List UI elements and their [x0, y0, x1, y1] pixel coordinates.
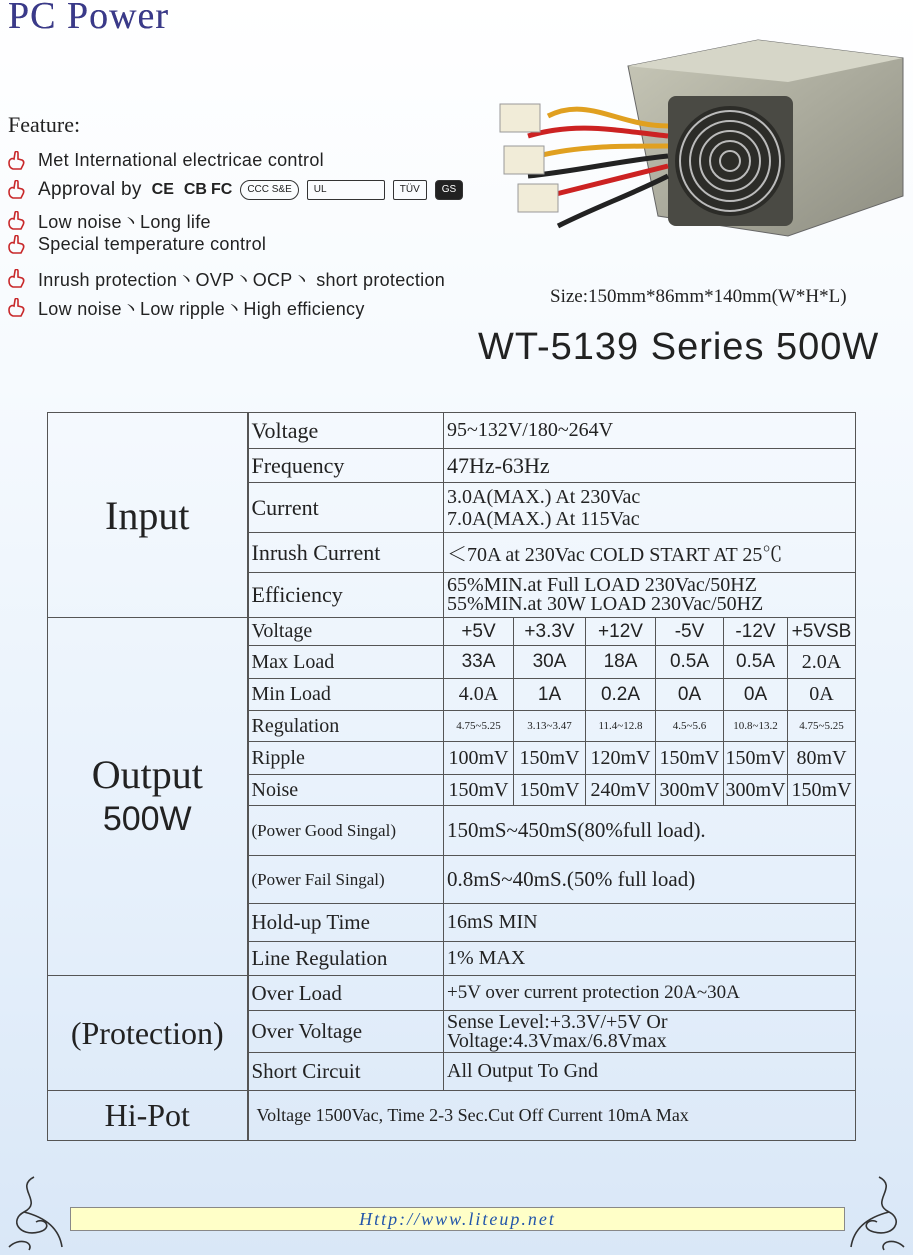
voltage-cell: -5V — [656, 618, 724, 646]
regulation-cell: 4.75~5.25 — [788, 711, 856, 742]
feature-item — [6, 179, 463, 201]
left-ornament-icon — [4, 1172, 64, 1252]
ripple-cell: 100mV — [444, 742, 514, 775]
feature-text: Low noise丶Low ripple丶High efficiency — [38, 299, 365, 319]
noise-cell: 300mV — [724, 775, 788, 806]
row-value: 16mS MIN — [444, 904, 856, 942]
row-label: Ripple — [248, 742, 444, 775]
table-row — [48, 976, 856, 1011]
row-label: Min Load — [248, 679, 444, 711]
row-value — [444, 1011, 856, 1053]
cb-logo: CB — [183, 181, 207, 198]
feature-text: Met International electricae control — [38, 150, 324, 170]
value-line: Sense Level:+3.3V/+5V Or — [447, 1010, 668, 1033]
output-group-label — [48, 618, 248, 976]
voltage-cell: +3.3V — [514, 618, 586, 646]
max-load-cell: 2.0A — [788, 646, 856, 679]
row-label: Hold-up Time — [248, 904, 444, 942]
min-load-cell: 4.0A — [444, 679, 514, 711]
row-label: Short Circuit — [248, 1053, 444, 1091]
row-label: Over Load — [248, 976, 444, 1011]
row-label: Max Load — [248, 646, 444, 679]
max-load-cell: 33A — [444, 646, 514, 679]
row-value: 47Hz-63Hz — [444, 449, 856, 483]
page-title: PC Power — [8, 0, 169, 38]
row-value: 1% MAX — [444, 942, 856, 976]
website-link[interactable]: Http://www.liteup.net — [70, 1207, 845, 1231]
pointing-hand-icon — [6, 235, 26, 255]
row-label: Line Regulation — [248, 942, 444, 976]
voltage-cell: +5V — [444, 618, 514, 646]
noise-cell: 150mV — [788, 775, 856, 806]
noise-cell: 150mV — [444, 775, 514, 806]
power-supply-image — [498, 36, 910, 244]
row-label: Inrush Current — [248, 533, 444, 573]
min-load-cell: 0A — [788, 679, 856, 711]
row-value — [444, 483, 856, 533]
ripple-cell: 150mV — [724, 742, 788, 775]
row-value: 95~132V/180~264V — [444, 413, 856, 449]
size-spec: Size:150mm*86mm*140mm(W*H*L) — [550, 286, 847, 307]
row-value: All Output To Gnd — [444, 1053, 856, 1091]
gs-logo: GS — [435, 180, 463, 200]
row-label: Efficiency — [248, 573, 444, 618]
voltage-cell: +5VSB — [788, 618, 856, 646]
ripple-cell: 120mV — [586, 742, 656, 775]
feature-text: Special temperature control — [38, 234, 267, 254]
voltage-cell: -12V — [724, 618, 788, 646]
voltage-cell: +12V — [586, 618, 656, 646]
value-line: 55%MIN.at 30W LOAD 230Vac/50HZ — [447, 593, 764, 615]
pointing-hand-icon — [6, 298, 26, 318]
row-value: +5V over current protection 20A~30A — [444, 976, 856, 1011]
max-load-cell: 30A — [514, 646, 586, 679]
pointing-hand-icon — [6, 211, 26, 231]
noise-cell: 240mV — [586, 775, 656, 806]
feature-text: Low noise丶Long life — [38, 212, 211, 232]
min-load-cell: 0A — [656, 679, 724, 711]
row-value — [444, 573, 856, 618]
input-group-label: Input — [48, 413, 248, 618]
noise-cell: 150mV — [514, 775, 586, 806]
row-value: 0.8mS~40mS.(50% full load) — [444, 856, 856, 904]
row-label: Voltage — [248, 618, 444, 646]
value-line: Voltage:4.3Vmax/6.8Vmax — [447, 1029, 667, 1052]
feature-text: Approval by — [38, 179, 142, 200]
feature-text: Inrush protection丶OVP丶OCP丶 short protection — [38, 270, 446, 290]
ripple-cell: 150mV — [514, 742, 586, 775]
right-ornament-icon — [849, 1172, 909, 1252]
protection-group-label: (Protection) — [48, 976, 248, 1091]
max-load-cell: 0.5A — [724, 646, 788, 679]
feature-item — [6, 266, 445, 292]
ccc-logo: CCC S&E — [240, 180, 298, 200]
hipot-group-label: Hi-Pot — [48, 1091, 248, 1141]
min-load-cell: 0.2A — [586, 679, 656, 711]
regulation-cell: 4.75~5.25 — [444, 711, 514, 742]
row-value: Voltage 1500Vac, Time 2-3 Sec.Cut Off Current 10mA Max — [248, 1091, 856, 1141]
value-line: 7.0A(MAX.) At 115Vac — [447, 507, 640, 530]
table-row — [48, 1091, 856, 1141]
feature-heading: Feature: — [8, 112, 81, 137]
feature-item — [6, 208, 211, 234]
noise-cell: 300mV — [656, 775, 724, 806]
ripple-cell: 80mV — [788, 742, 856, 775]
regulation-cell: 4.5~5.6 — [656, 711, 724, 742]
row-label: Current — [248, 483, 444, 533]
row-label: Frequency — [248, 449, 444, 483]
row-label: Noise — [248, 775, 444, 806]
min-load-cell: 1A — [514, 679, 586, 711]
feature-item — [6, 295, 365, 321]
pointing-hand-icon — [6, 151, 26, 171]
spec-table — [47, 412, 856, 1141]
row-label: Regulation — [248, 711, 444, 742]
row-label: Over Voltage — [248, 1011, 444, 1053]
ripple-cell: 150mV — [656, 742, 724, 775]
table-row — [48, 618, 856, 646]
row-label: (Power Good Singal) — [248, 806, 444, 856]
output-group-title: Output — [91, 751, 203, 797]
feature-item — [6, 234, 266, 255]
value-line: 3.0A(MAX.) At 230Vac — [447, 485, 641, 508]
regulation-cell: 3.13~3.47 — [514, 711, 586, 742]
feature-item — [6, 150, 324, 171]
fcc-logo: FC — [210, 181, 233, 198]
model-title: WT-5139 Series 500W — [478, 326, 880, 368]
row-value: ＜70A at 230Vac COLD START AT 25℃ — [444, 533, 856, 573]
table-row — [48, 413, 856, 449]
max-load-cell: 0.5A — [656, 646, 724, 679]
min-load-cell: 0A — [724, 679, 788, 711]
row-label: (Power Fail Singal) — [248, 856, 444, 904]
max-load-cell: 18A — [586, 646, 656, 679]
ce-logo: CE — [151, 181, 174, 198]
output-group-wattage: 500W — [102, 799, 192, 838]
regulation-cell: 10.8~13.2 — [724, 711, 788, 742]
row-label: Voltage — [248, 413, 444, 449]
row-value: 150mS~450mS(80%full load). — [444, 806, 856, 856]
tuv-logo: TÜV — [393, 180, 427, 200]
regulation-cell: 11.4~12.8 — [586, 711, 656, 742]
value-line: 65%MIN.at Full LOAD 230Vac/50HZ — [447, 574, 757, 596]
ul-logo: UL — [307, 180, 385, 200]
pointing-hand-icon — [6, 269, 26, 289]
pointing-hand-icon — [6, 180, 26, 200]
